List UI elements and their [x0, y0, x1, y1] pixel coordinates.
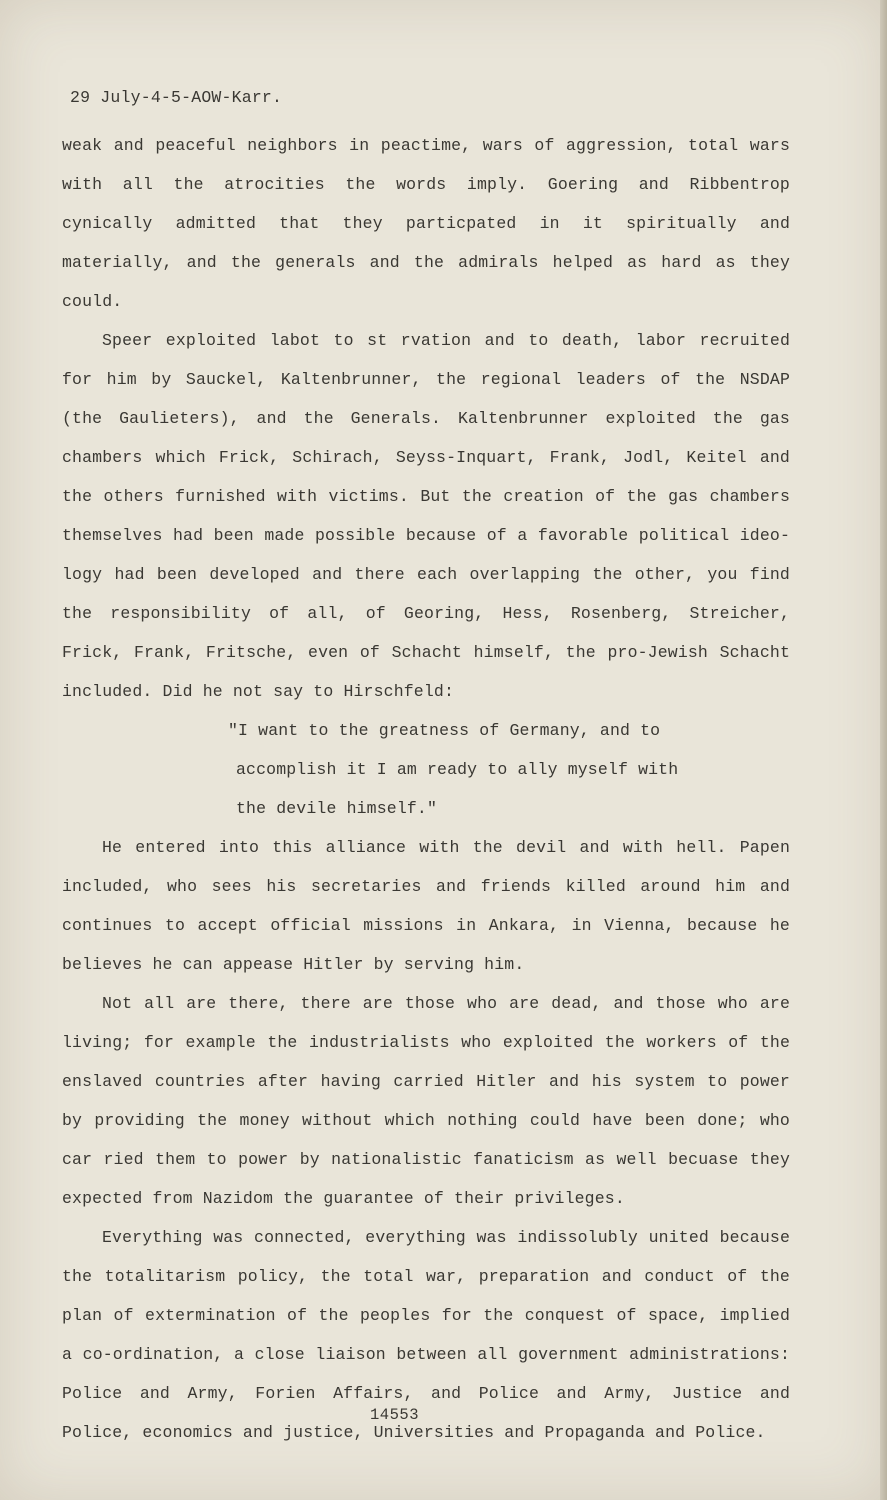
page-edge	[880, 0, 887, 1500]
paragraph-3: He entered into this alliance with the devil and with hell. Papen included, who sees his secretaries and friends killed around him and continues to accept official missions in Ankara, in Vienna, because he believes he can appease Hitler by serving him.	[62, 838, 790, 974]
paragraph-5: Everything was connected, everything was indissolubly united because the totalitarism policy, the total war, preparation and conduct of the plan of extermination of the peoples for the conquest of space, implied a co-ordination, a close liaison between all government administrations: Police and Army, Forien Affairs, and Police and Army, Justice and Police, economics and justice, Universities and Propaganda and Police.	[62, 1228, 790, 1442]
page-number: 14553	[370, 1406, 420, 1424]
quote-line-3: the devile himself."	[236, 799, 438, 818]
quote-line-1: "I want to the greatness of Germany, and to	[228, 721, 661, 740]
quote-line-2: accomplish it I am ready to ally myself with	[236, 760, 679, 779]
block-quote	[62, 711, 679, 828]
page-header: 29 July-4-5-AOW-Karr.	[70, 88, 283, 107]
paragraph-2: Speer exploited labot to st rvation and to death, labor recruited for him by Sauckel, Kaltenbrunner, the regional leaders of the NSDAP (the Gaulieters), and the Generals. Kaltenbrunner exploited the gas chambers which Frick, Schirach, Seyss-Inquart, Frank, Jodl, Keitel and the others furnished with victims. But the creation of the gas chambers themselves had been made possible because of a favorable political ideo- logy had been developed and there each overlapping the other, you find the responsibility of all, of Georing, Hess, Rosenberg, Streicher, Frick, Frank, Fritsche, even of Schacht himself, the pro-Jewish Schacht included. Did he not say to Hirschfeld:	[62, 331, 790, 701]
document-body	[62, 126, 790, 1452]
paragraph-1: weak and peaceful neighbors in peactime, wars of aggression, total wars with all the atrocities the words imply. Goering and Ribbentrop cynically admitted that they particpated in it spiritually and materially, and the generals and the admirals helped as hard as they could.	[62, 136, 790, 311]
paragraph-4: Not all are there, there are those who are dead, and those who are living; for example the industrialists who exploited the workers of the enslaved countries after having carried Hitler and his system to power by providing the money without which nothing could have been done; who car ried them to power by nationalistic fanaticism as well becuase they expected from Nazidom the guarantee of their privileges.	[62, 994, 790, 1208]
